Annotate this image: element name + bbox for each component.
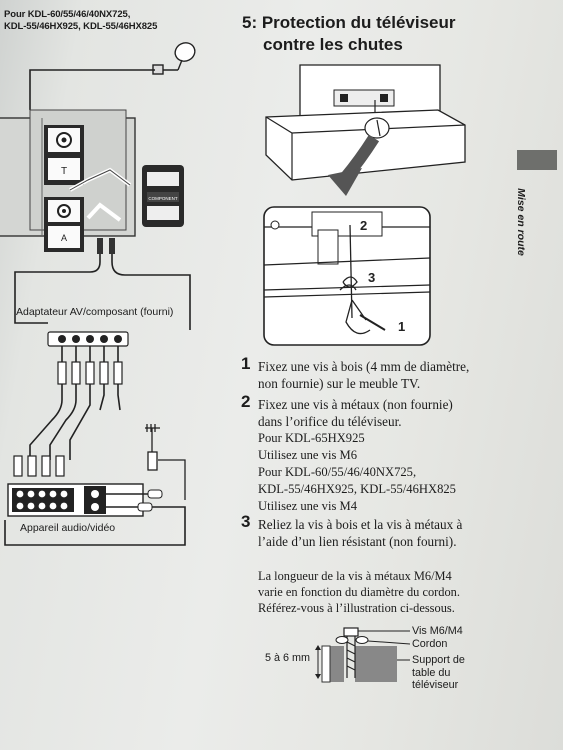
svg-text:A: A — [60, 233, 68, 243]
step-2-line: Pour KDL-60/55/46/40NX725, — [258, 465, 417, 479]
step-2-line: Utilisez une vis M6 — [258, 448, 357, 462]
note-line: varie en fonction du diamètre du cordon. — [258, 585, 460, 599]
label-support-line: téléviseur — [412, 679, 459, 691]
label-support-line: Support de — [412, 654, 465, 666]
step-3-text — [258, 516, 462, 550]
note-line: Référez-vous à l’illustration ci-dessous. — [258, 601, 455, 615]
note-line: La longueur de la vis à métaux M6/M4 — [258, 569, 452, 583]
section-title-line-2: contre les chutes — [263, 35, 403, 54]
callout-3: 3 — [368, 270, 376, 285]
dimension-label: 5 à 6 mm — [265, 652, 311, 664]
step-2-line: Fixez une vis à métaux (non fournie) — [258, 397, 453, 412]
screw-length-note — [258, 568, 460, 616]
step-1-line: Fixez une vis à bois (4 mm de diamètre, — [258, 359, 470, 374]
label-support-line: table du — [412, 666, 451, 679]
model-header-line-1: Pour KDL-60/55/46/40NX725, — [4, 9, 131, 20]
step-1-line: non fournie) sur le meuble TV. — [258, 376, 421, 391]
side-tab-label-text: Mise en route — [515, 188, 527, 256]
step-1-text — [258, 358, 469, 392]
label-cord: Cordon — [412, 638, 448, 650]
step-2-line: Pour KDL-65HX925 — [258, 431, 365, 445]
step-2-line: dans l’orifice du téléviseur. — [258, 414, 402, 429]
step-3-line: l’aide d’un lien résistant (non fourni). — [258, 534, 457, 549]
callout-1: 1 — [398, 319, 406, 334]
model-header-line-2: KDL-55/46HX925, KDL-55/46HX825 — [4, 21, 158, 32]
step-2-line: Utilisez une vis M4 — [258, 499, 357, 513]
step-3-line: Reliez la vis à bois et la vis à métaux à — [258, 517, 463, 532]
step-2-number: 2 — [241, 392, 251, 411]
device-label: Appareil audio/vidéo — [20, 522, 116, 534]
antenna-icon — [145, 424, 185, 500]
step-3-number: 3 — [241, 512, 251, 531]
tv-mount-illustration — [0, 0, 563, 360]
callout-2: 2 — [360, 218, 368, 233]
av-device — [8, 484, 143, 516]
step-1-number: 1 — [241, 354, 251, 373]
step-2-text — [258, 396, 456, 515]
label-screw: Vis M6/M4 — [412, 625, 463, 637]
label-support — [412, 654, 465, 692]
adapter-label: Adaptateur AV/composant (fourni) — [16, 306, 174, 318]
section-title-line-1: 5: Protection du téléviseur — [242, 13, 456, 32]
svg-text:T: T — [60, 166, 68, 177]
component-label: COMPONENT — [148, 196, 178, 201]
step-2-line: KDL-55/46HX925, KDL-55/46HX825 — [258, 482, 456, 496]
